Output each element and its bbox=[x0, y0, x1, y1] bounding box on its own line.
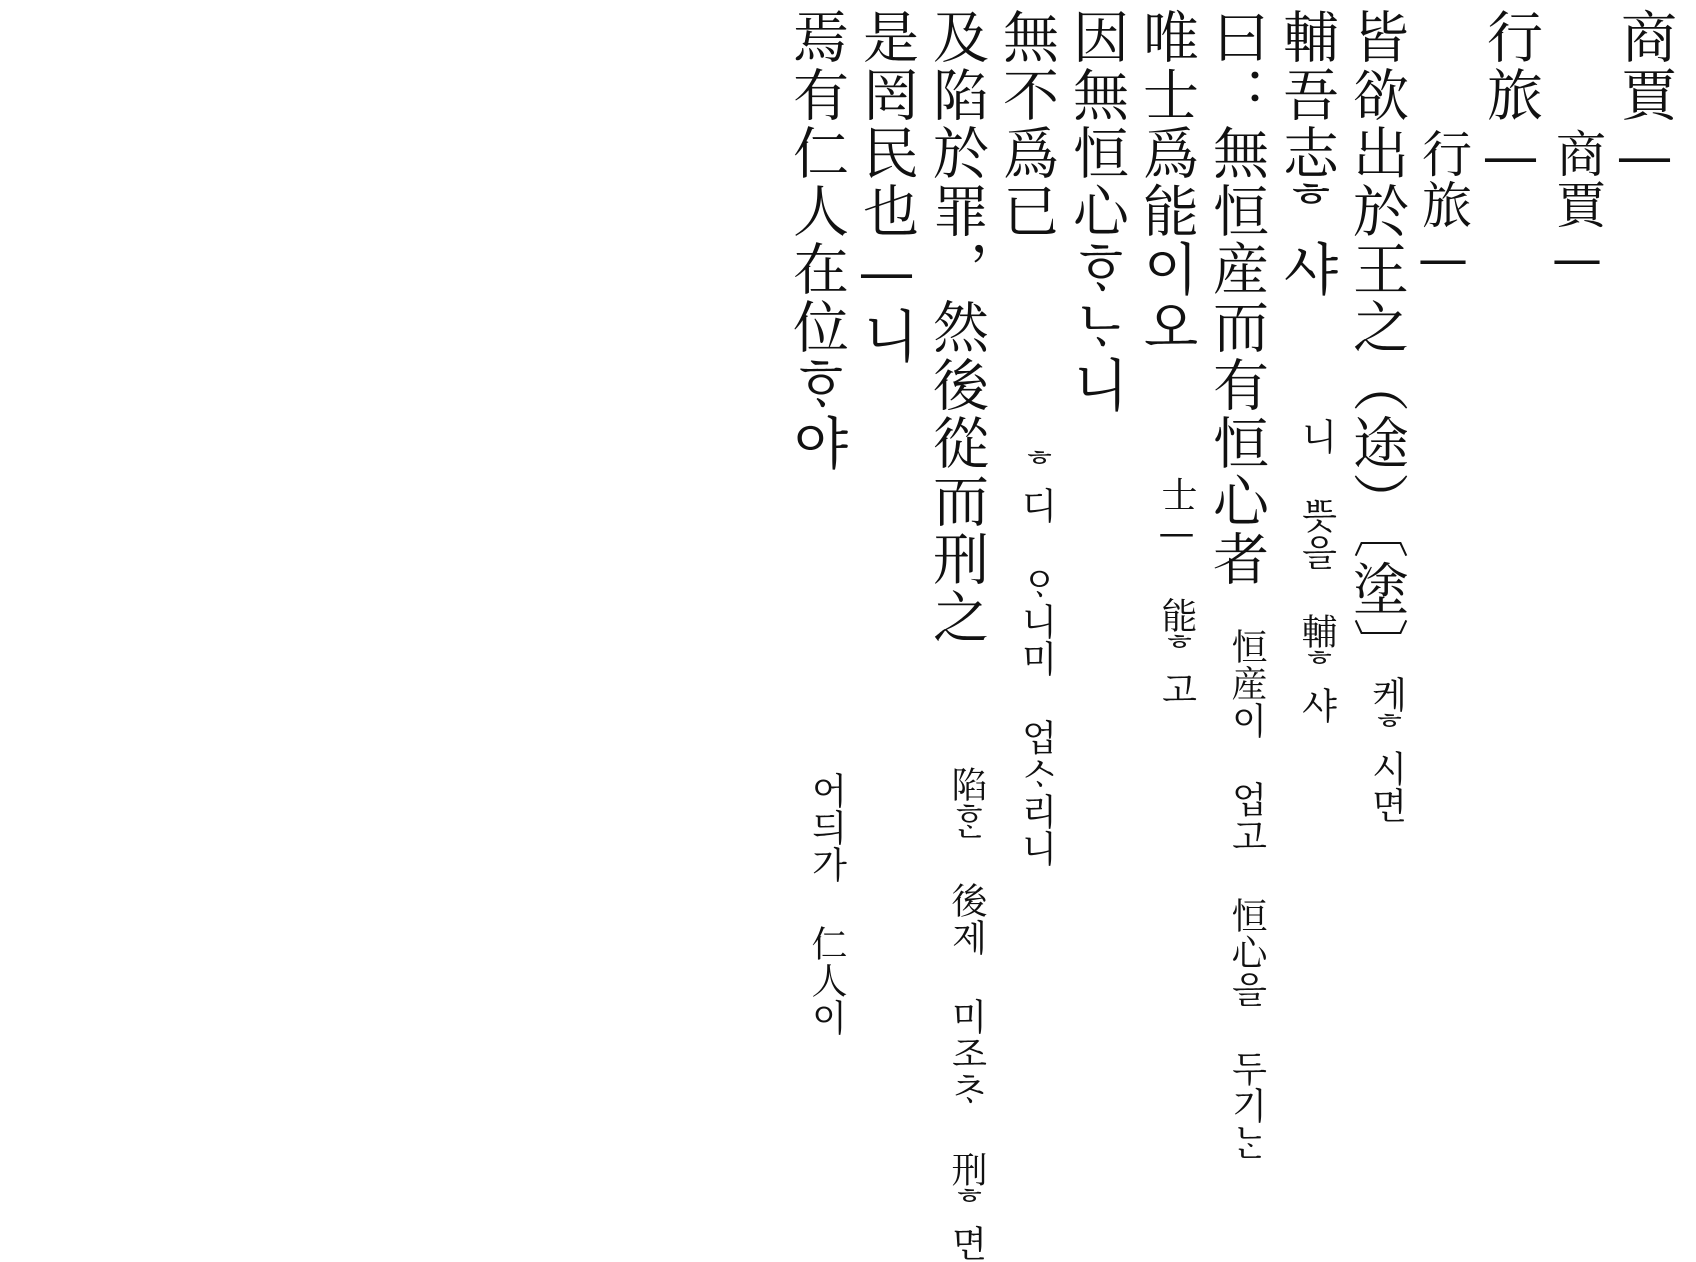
text-column-2 bbox=[1548, 8, 1606, 1128]
text-column-8 bbox=[1134, 8, 1199, 1128]
text-column-7 bbox=[1204, 8, 1269, 1161]
han-run: 及陷於罪，然後從而刑之 bbox=[924, 8, 989, 646]
text-column-12 bbox=[854, 8, 919, 1128]
han-run: 輔吾志ᄒ샤 bbox=[1274, 8, 1339, 298]
han-run: 皆欲出於王之（途）〔塗〕 bbox=[1344, 8, 1409, 676]
han-run: 曰：無恒産而有恒心者 bbox=[1204, 8, 1269, 588]
gloss-run: 陷ᄒᆞᆫ 後제 미조ᄎᆞ 刑ᄒ면 bbox=[946, 766, 987, 1262]
gloss-run: 어듸가 仁人이 bbox=[806, 772, 847, 1036]
text-column-5 bbox=[1344, 8, 1409, 1128]
text-column-4 bbox=[1414, 8, 1472, 1128]
gloss-run: 行旅— bbox=[1414, 128, 1472, 289]
han-run: 因無恒心ᄒᆞᄂᆞ니 bbox=[1064, 8, 1129, 414]
gloss-run: 士— 能ᄒ고 bbox=[1156, 476, 1197, 708]
text-column-9 bbox=[1064, 8, 1129, 1128]
han-run: 行旅— bbox=[1478, 8, 1543, 191]
gloss-run: ᄒ디 ᄋᆞ니미 업ᄉᆞ리니 bbox=[1016, 450, 1057, 867]
han-run: 是罔民也—니 bbox=[854, 8, 919, 365]
text-column-10 bbox=[994, 8, 1059, 1128]
gloss-run: 케ᄒ시면 bbox=[1366, 676, 1407, 824]
gloss-run: 니 ᄠᅳᆺ을 輔ᄒ샤 bbox=[1296, 418, 1337, 724]
gloss-run: 恒産이 업고 恒心을 두기ᄂᆞᆫ bbox=[1226, 628, 1267, 1161]
text-column-6 bbox=[1274, 8, 1339, 1128]
text-column-11 bbox=[924, 8, 989, 1262]
text-column-13 bbox=[784, 8, 849, 1128]
gloss-run: 商賈— bbox=[1548, 128, 1606, 289]
han-run: 焉有仁人在位ᄒᆞ야 bbox=[784, 8, 849, 472]
text-column-1 bbox=[1612, 8, 1677, 1128]
han-run: 唯士爲能이오 bbox=[1134, 8, 1199, 356]
han-run: 無不爲已 bbox=[994, 8, 1059, 240]
text-column-3 bbox=[1478, 8, 1543, 1128]
vertical-text-block bbox=[784, 8, 1677, 1262]
han-run: 商賈— bbox=[1612, 8, 1677, 191]
